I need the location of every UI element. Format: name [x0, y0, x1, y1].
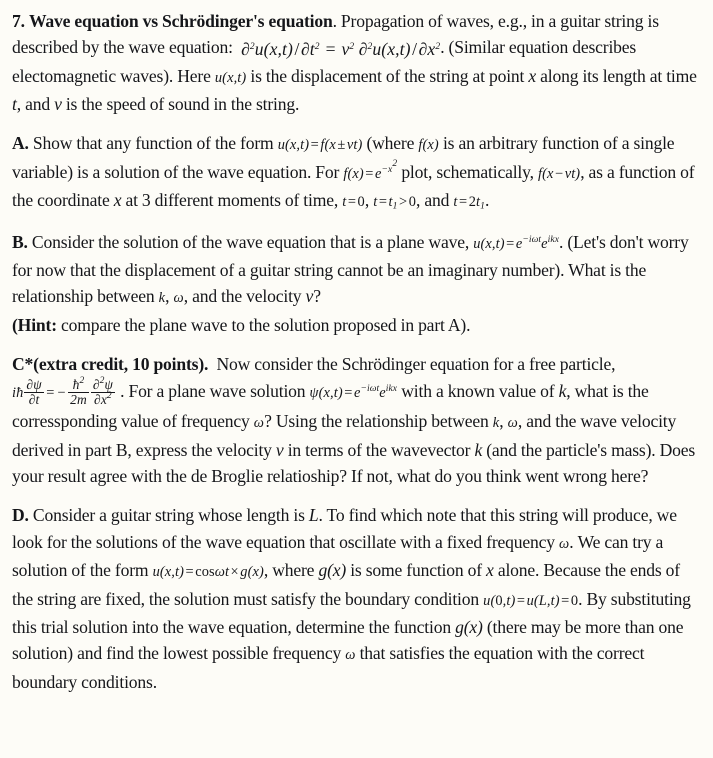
problem-number: 7.	[12, 11, 25, 31]
equation-t-one: $t = t_1 > 0$	[373, 194, 417, 212]
symbol-omega-d2: ω	[345, 647, 356, 664]
part-d-text-1: Consider a guitar string whose length is	[32, 505, 305, 526]
equation-trial-solution: u(x,t) = cosωt × g(x)	[152, 564, 264, 581]
equation-t-two-t-one: $t = 2t_1$	[453, 194, 485, 212]
problem-title: Wave equation vs Schrödinger's equation	[28, 11, 333, 31]
part-c-text-6: ,	[499, 411, 504, 432]
part-a-label: A.	[12, 133, 29, 154]
part-b-text-2: .	[559, 231, 564, 252]
part-b-text-3: (Let's don't worry for now that the displacement of a guitar string cannot be an imaginary number). What is the relationship between	[12, 231, 689, 307]
part-b-label: B.	[12, 231, 28, 252]
intro-text-6: is the speed of sound in the string.	[65, 93, 300, 114]
part-d-text-3: . We can try a solution of the form	[12, 531, 664, 581]
part-a-text-7: time,	[303, 190, 339, 211]
part-c-paragraph	[12, 351, 699, 489]
part-a-text-4: plot, schematically,	[401, 161, 534, 182]
symbol-f-x: f(x)	[418, 137, 439, 154]
symbol-omega-d: ω	[559, 535, 570, 552]
intro-text-5: , and	[16, 93, 50, 114]
part-a-text-9: , and	[416, 190, 450, 211]
part-a-text-3: is an arbitrary function of a single variable) is a solution of the wave equation. For	[12, 133, 675, 182]
part-b-text-6: ?	[313, 286, 321, 307]
symbol-u-xt: u(x,t)	[214, 69, 247, 86]
symbol-x-d: x	[486, 560, 494, 581]
part-c-text-7: , and the wave velocity derived in part B, express the velocity	[12, 411, 677, 460]
part-d-text-9: that satisfies the equation with the correct boundary conditions.	[12, 643, 645, 692]
symbol-t: t	[12, 93, 17, 114]
symbol-omega-b: ω	[173, 290, 184, 307]
part-a-text-8: ,	[364, 190, 370, 211]
symbol-x: x	[528, 65, 537, 86]
equation-solution-form: u(x,t) = f(x ± vt)	[277, 137, 363, 154]
part-c-text-3: with a known value of	[401, 380, 555, 401]
symbol-v-c: v	[275, 439, 284, 460]
part-a-text-1: Show that any function of the form	[32, 133, 274, 154]
part-d-text-4: , where	[263, 560, 315, 581]
part-a-text-2: (where	[366, 133, 415, 154]
problem-intro-paragraph: 7. Wave equation vs Schrödinger's equation. Propagation of waves, e.g., in a guitar string is described by the wave equation: $\partial^2u(x,t)/\partial t^2 = v^2$ $\partial^2u(x,t)/\partial x^2$. (Similar equation describes electomagnetic waves). Here u(x,t) is the displacement of the string at point x along its length at time t, and v is the speed of sound in the string.	[12, 11, 697, 114]
intro-text-4: along its length at time	[540, 65, 697, 86]
symbol-g-x: g(x)	[318, 560, 347, 581]
part-c-text-4: , what is the corressponding value of frequency	[12, 380, 649, 432]
part-c-label: C*(extra credit, 10 points).	[12, 354, 209, 375]
symbol-k-c3: k	[474, 439, 483, 460]
intro-text-3: is the displacement of the string at point	[250, 65, 525, 86]
symbol-k-c: k	[558, 380, 567, 401]
equation-plane-wave: $u(x,t) = e^{-i\omega t}e^{ikx}$	[473, 234, 560, 252]
part-b-text-5: , and the velocity	[183, 286, 302, 307]
part-a-text-5: , as a function of the coordinate	[12, 161, 695, 211]
symbol-g-x-2: g(x)	[455, 616, 483, 637]
symbol-x-a: x	[113, 190, 122, 211]
part-c-text-8: in terms of the wavevector	[287, 439, 471, 460]
equation-schrodinger: iħ $\frac{\partial\psi}{\partial t}$ = − $\frac{ħ^2}{2m}$ $\frac{\partial^2\psi}{\partial x^2}$	[12, 375, 113, 407]
part-d-text-8: (there may be more than one solution) and find the lowest possible frequency	[12, 616, 684, 664]
symbol-v-b: v	[305, 286, 314, 307]
equation-boundary-condition: u(0,t) = u(L,t) = 0	[483, 592, 579, 609]
symbol-omega-c2: ω	[507, 415, 518, 432]
part-d-paragraph	[12, 502, 699, 695]
part-d-text-5: is some function of	[350, 560, 482, 581]
part-b-paragraph	[12, 229, 699, 339]
part-b-text-4: ,	[165, 286, 170, 307]
symbol-k-c2: k	[492, 415, 500, 432]
part-b-hint-label: (Hint:	[12, 314, 57, 335]
equation-psi-plane-wave: $\psi(x,t) = e^{-i\omega t}e^{ikx}$	[309, 383, 398, 401]
equation-f-x-minus-vt: f(x − vt)	[537, 165, 581, 182]
part-d-label: D.	[12, 505, 29, 526]
part-d-text-6: alone. Because the ends of the string are fixed, the solution must satisfy the boundary condition	[12, 560, 680, 609]
part-b-text-1: Consider the solution of the wave equation that is a plane wave,	[31, 231, 470, 252]
part-d-text-7: . By substituting this trial solution into the wave equation, determine the function	[12, 588, 691, 637]
symbol-k-b: k	[158, 290, 166, 307]
part-b-hint-text: compare the plane wave to the solution proposed in part A).	[61, 314, 471, 335]
part-d-text-2: . To find which note that this string will produce, we look for the solutions of the wave equation that oscillate with a fixed frequency	[12, 505, 677, 552]
symbol-L: L	[308, 505, 319, 526]
symbol-omega-c: ω	[253, 415, 265, 432]
part-c-text-1: Now consider the Schrödinger equation for a free particle,	[216, 354, 616, 375]
part-c-text-5: ? Using the relationship between	[264, 411, 489, 432]
part-c-text-9: (and the particle's mass). Does your result agree with the de Broglie relatioship? If not, what do you think went wrong here?	[12, 439, 696, 486]
equation-t-zero: t = 0	[342, 194, 365, 211]
intro-text-1: . Propagation of waves, e.g., in a guitar string is described by the wave equation:	[12, 11, 659, 58]
equation-wave: $\partial^2u(x,t)/\partial t^2 = v^2$ $\partial^2u(x,t)/\partial x^2$	[241, 39, 441, 60]
equation-gaussian: $f(x) = e^{-x^2}$	[343, 159, 398, 182]
part-a-text-10: .	[484, 190, 490, 211]
symbol-v: v	[54, 93, 62, 114]
intro-text-2: (Similar equation describes electomagnetic waves). Here	[12, 37, 637, 86]
part-a-paragraph	[12, 130, 699, 215]
part-a-text-6: at 3 different moments of	[125, 190, 300, 211]
part-c-text-2: . For a plane wave solution	[120, 380, 306, 401]
